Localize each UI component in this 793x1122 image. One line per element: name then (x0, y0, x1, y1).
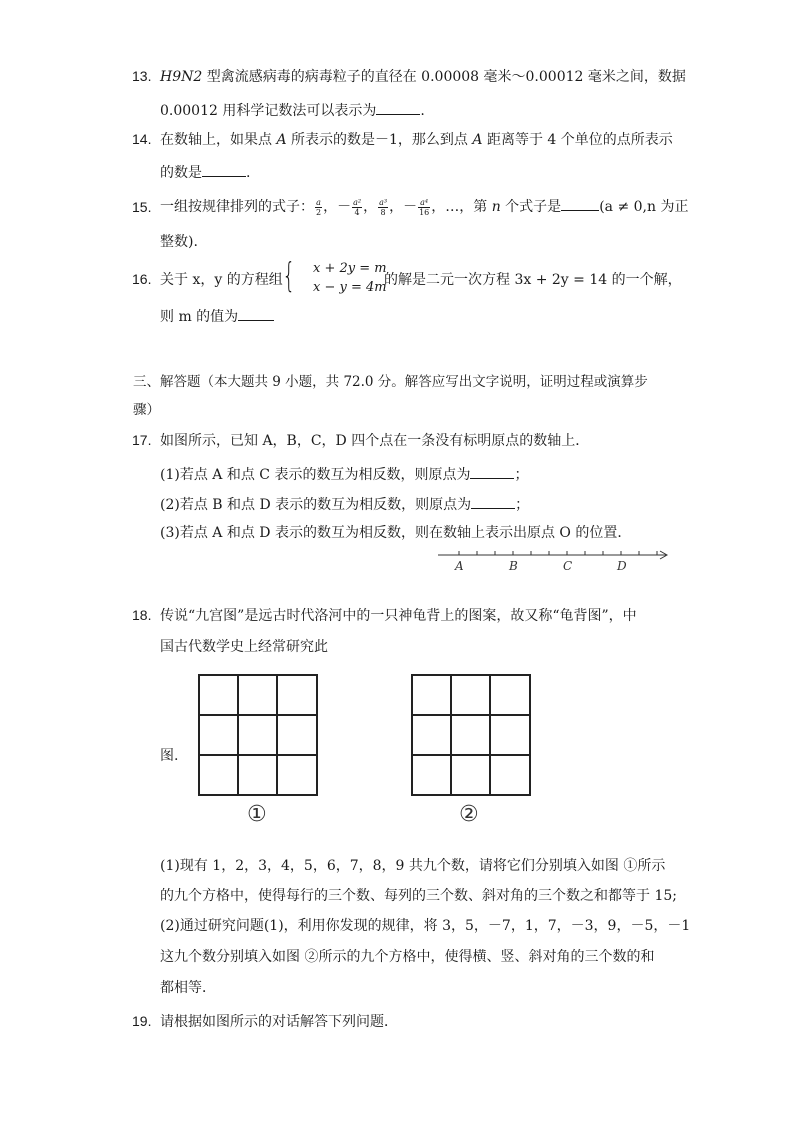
q17-part1 (160, 464, 528, 484)
q18-part2-line3: 都相等． (160, 980, 216, 996)
q14-text-b: 所表示的数是－1，那么到点 (286, 132, 473, 148)
q17-part1-text: (1)若点 A 和点 C 表示的数互为相反数，则原点为 (160, 467, 471, 483)
axis-label-d: D (617, 559, 627, 573)
q18-grid-2-label: ② (459, 802, 479, 827)
q16-line2-text: 则 m 的值为 (160, 309, 239, 325)
q15-term-1: $\frac{a}{2}$ (316, 197, 322, 217)
q15-number: 15. (132, 199, 152, 215)
axis-label-c: C (563, 559, 573, 573)
q15-line2: 整数). (160, 234, 198, 250)
q14-point-2: A (472, 132, 483, 148)
q17-stem: 如图所示，已知 A，B，C，D 四个点在一条没有标明原点的数轴上． (160, 433, 590, 449)
q15-n: n (491, 199, 501, 215)
q15-sep-1: ， (323, 199, 338, 215)
q17-part1-blank[interactable] (470, 464, 514, 479)
q15-line1 (160, 193, 688, 221)
q15-sep-2: ， (363, 199, 378, 215)
q13-line2-text: 0.00012 用科学记数法可以表示为 (160, 103, 377, 119)
q15-term-4: － $\frac{\text{a⁴}}{16}$ (403, 197, 430, 217)
q13-answer-blank[interactable] (376, 100, 420, 115)
q18-line2: 国古代数学史上经常研究此 (160, 639, 328, 655)
q18-part2-line2: 这九个数分别填入如图 ②所示的九个方格中，使得横、竖、斜对角的三个数的和 (160, 949, 655, 965)
q19-stem: 请根据如图所示的对话解答下列问题． (160, 1014, 398, 1030)
q18-grid-1 (196, 672, 322, 802)
q14-line2-end: . (246, 165, 251, 181)
q16-line2 (160, 306, 274, 326)
q14-line1 (160, 131, 673, 149)
q17-part3: (3)若点 A 和点 D 表示的数互为相反数，则在数轴上表示出原点 O 的位置． (160, 525, 632, 541)
q14-answer-blank[interactable] (202, 162, 246, 177)
q16-number: 16. (132, 271, 152, 287)
q13-line2-end: . (420, 103, 425, 119)
q15-term-3: $\frac{\text{a³}}{8}$ (379, 197, 388, 217)
section3-heading-line1: 三、解答题（本大题共 9 小题，共 72.0 分。解答应写出文字说明，证明过程或演算步 (133, 374, 648, 390)
q18-part2-line1: (2)通过研究问题(1)，利用你发现的规律，将 3，5，－7，1，7，－3，9，－5，－1 (160, 918, 691, 934)
q16-answer-blank[interactable] (238, 306, 274, 321)
q15-term-2: － $\frac{\text{a²}}{4}$ (337, 197, 362, 217)
axis-label-b: B (509, 559, 518, 573)
q14-text-a: 在数轴上，如果点 (160, 132, 277, 148)
q15-sep-4: ， (431, 199, 446, 215)
q18-grid-2 (409, 672, 535, 802)
q13-line1-text: 型禽流感病毒的病毒粒子的直径在 0.00008 毫米～0.00012 毫米之间，数据 (202, 69, 686, 85)
q14-line2 (160, 162, 250, 182)
q18-part1-line2: 的九个方格中，使得每行的三个数、每列的三个数、斜对角的三个数之和都等于 15; (160, 888, 677, 904)
q13-line2 (160, 100, 425, 120)
q15-lead: 一组按规律排列的式子： (160, 199, 314, 215)
q18-number: 18. (132, 607, 152, 623)
q18-fig-suffix: 图. (160, 748, 179, 764)
q19-number: 19. (132, 1013, 152, 1029)
q13-virus-name: H9N2 (160, 69, 203, 85)
q18-line1: 传说“九宫图”是远古时代洛河中的一只神龟背上的图案，故又称“龟背图”，中 (160, 608, 637, 624)
q15-tail: 个式子是 (500, 199, 562, 215)
q16-eq1: x + 2y = m (313, 261, 387, 276)
axis-label-a: A (455, 559, 464, 573)
q18-grid-1-label: ① (247, 802, 267, 827)
q17-number-line (432, 546, 672, 574)
q17-part2-text: (2)若点 B 和点 D 表示的数互为相反数，则原点为 (160, 497, 472, 513)
number-line-ticks (459, 551, 657, 555)
q14-line2-text: 的数是 (160, 165, 202, 181)
q16-tail: 的解是二元一次方程 3x + 2y = 14 的一个解， (384, 272, 682, 288)
q15-answer-blank[interactable] (561, 196, 599, 211)
q17-number: 17. (132, 432, 152, 448)
q15-sep-3: ， (389, 199, 404, 215)
q14-text-c: 距离等于 4 个单位的点所表示 (482, 132, 673, 148)
q14-number: 14. (132, 131, 152, 147)
q14-point: A (276, 132, 287, 148)
section3-heading-line2: 骤） (133, 402, 160, 418)
q17-part2 (160, 494, 529, 514)
q13-number: 13. (132, 68, 152, 84)
q13-line1 (160, 68, 686, 86)
q18-part1-line1: (1)现有 1，2，3，4，5，6，7，8，9 共九个数，请将它们分别填入如图 ①所示 (160, 858, 666, 874)
q17-part2-end: ； (515, 497, 530, 513)
q16-brace: { (282, 256, 296, 296)
q15-ellipsis: …，第 (445, 199, 492, 215)
q16-lead: 关于 x，y 的方程组 (160, 272, 283, 288)
q15-condition: (a ≠ 0,n 为正 (599, 199, 689, 215)
q16-eq2: x − y = 4m (313, 280, 387, 295)
q17-part1-end: ； (514, 467, 529, 483)
q17-part2-blank[interactable] (471, 494, 515, 509)
